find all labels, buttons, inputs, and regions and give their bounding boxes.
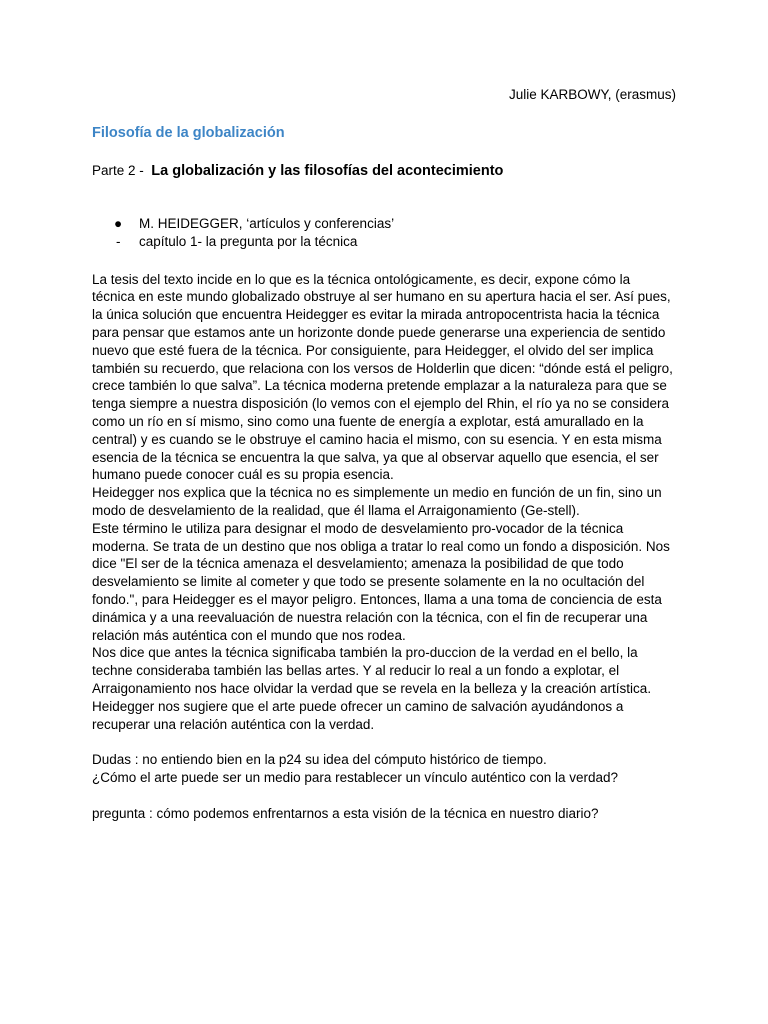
reference-text: capítulo 1- la pregunta por la técnica bbox=[139, 233, 358, 249]
dash-marker: - bbox=[116, 233, 121, 249]
part-line bbox=[92, 161, 676, 181]
doubt-line: Dudas : no entiendo bien en la p24 su idea del cómputo histórico de tiempo. bbox=[92, 752, 547, 768]
question-line: pregunta : cómo podemos enfrentarnos a esta visión de la técnica en nuestro diario? bbox=[92, 805, 599, 821]
reference-text: M. HEIDEGGER, ‘artículos y conferencias’ bbox=[139, 216, 395, 231]
part-heading: La globalización y las filosofías del acontecimiento bbox=[151, 163, 504, 179]
paragraph: Nos dice que antes la técnica significaba también la pro-duccion de la verdad en el bello, la techne consideraba también las bellas artes. Y al reducir lo real a un fondo a explotar, el Arraigonamiento nos hace olvidar la verdad que se revela en la belleza y la creación artística. Heidegger nos sugiere que el arte puede ofrecer un camino de salvación ayudándonos a recuperar una relación auténtica con la verdad. bbox=[92, 645, 652, 732]
essay-body bbox=[92, 271, 676, 823]
author-line: Julie KARBOWY, (erasmus) bbox=[508, 87, 676, 102]
paragraph: La tesis del texto incide en lo que es la técnica ontológicamente, es decir, expone cómo la técnica en este mundo globalizado obstruye al ser humano en su apertura hacia el ser. Así pues, la única solución que encuentra Heidegger es evitar la mirada antropocentrista hacia la técnica para pensar que estamos ante un horizonte donde puede generarse una experiencia de sentido nuevo que esté fuera de la técnica. Por consiguiente, para Heidegger, el olvido del ser implica también su recuerdo, que relaciona con los versos de Holderlin que dicen: “dónde está el peligro, crece también lo que salva”. La técnica moderna pretende emplazar a la naturaleza para que se tenga siempre a nuestra disposición (lo vemos con el ejemplo del Rhin, el río ya no se considera como un río en sí mismo, sino como una fuente de energía a explotar, está amurallado en la central) y es cuando se le obstruye el camino hacia el mismo, con su esencia. Y en esta misma esencia de la técnica se encuentra la que salva, ya que al observar aquello que esencia, el ser humano puede conocer cuál es su propia esencia. bbox=[92, 271, 673, 483]
blank-line bbox=[92, 733, 676, 751]
list-item bbox=[92, 233, 676, 251]
part-prefix: Parte 2 - bbox=[92, 163, 144, 178]
doubt-line: ¿Cómo el arte puede ser un medio para restablecer un vínculo auténtico con la verdad? bbox=[92, 769, 619, 785]
document-title: Filosofía de la globalización bbox=[92, 125, 285, 141]
document-page bbox=[92, 85, 676, 822]
paragraph: Este término le utiliza para designar el modo de desvelamiento pro-vocador de la técnica moderna. Se trata de un destino que nos obliga a tratar lo real como un fondo a disposición. Nos dice "El ser de la técnica amenaza el desvelamiento; amenaza la posibilidad de que todo desvelamiento se limite al cometer y que todo se presente solamente en la no ocultación del fondo.", para Heidegger es el mayor peligro. Entonces, llama a una toma de conciencia de esta dinámica y a una reevaluación de nuestra relación con la técnica, con el fin de recuperar una relación más auténtica con el mundo que nos rodea. bbox=[92, 520, 670, 643]
paragraph: Heidegger nos explica que la técnica no es simplemente un medio en función de un fin, sino un modo de desvelamiento de la realidad, que él llama el Arraigonamiento (Ge-stell). bbox=[92, 485, 662, 518]
list-item bbox=[92, 215, 676, 233]
blank-line bbox=[92, 787, 676, 805]
reference-list bbox=[92, 215, 676, 251]
bullet-marker: ● bbox=[114, 216, 123, 231]
